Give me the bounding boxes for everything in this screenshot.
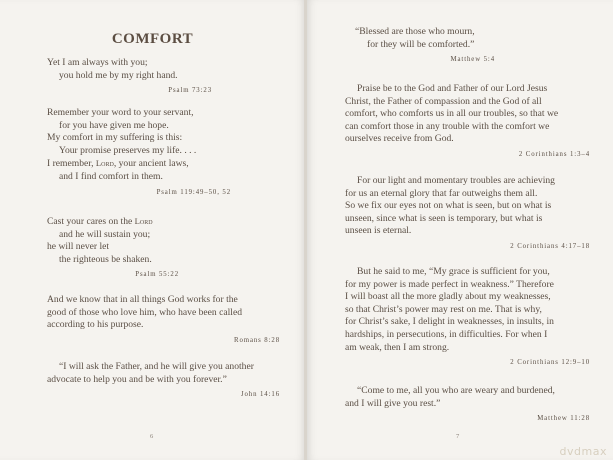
verse-line: for my power is made perfect in weakness.” Therefore [345,278,554,290]
passage-psalm-55 [47,215,179,282]
scripture-reference: 2 Corinthians 4:17–18 [510,242,590,250]
left-page [0,0,305,460]
verse-line: am weak, then I am strong. [345,341,450,353]
verse-line: Yet I am always with you; [47,57,148,68]
verse-line: for Christ’s sake, I delight in weaknesses, in insults, in [345,316,554,328]
verse-line: But he said to me, “My grace is sufficient for you, [357,266,550,277]
passage-john-14 [47,361,280,402]
scripture-reference: Psalm 55:22 [135,271,179,279]
scripture-reference: John 14:16 [240,391,280,399]
passage-psalm-119 [47,107,231,199]
verse-line: so that Christ’s power may rest on me. That is why, [345,303,542,315]
verse-line: according to his purpose. [47,319,144,331]
passage-romans-8 [47,294,280,347]
verse-line: I will boast all the more gladly about my weaknesses, [345,291,551,303]
verse-line: For our light and momentary troubles are achieving [357,175,555,186]
passage-matthew-5 [355,26,495,67]
verse-line: unseen, since what is seen is temporary, but what is [345,212,543,224]
verse-line: “I will ask the Father, and he will give you another [59,361,254,372]
lord-smallcaps: Lord [134,216,153,226]
passage-2-corinthians-1 [345,83,590,162]
right-page [307,0,613,460]
verse-line: My comfort in my suffering is this: [47,132,183,144]
verse-line: and I find comfort in them. [59,170,163,182]
verse-line: and he will sustain you; [59,228,151,240]
verse-line: and I will give you rest.” [345,397,441,409]
watermark: dvdmax [559,445,607,458]
verse-line: Praise be to the God and Father of our Lord Jesus [357,83,548,94]
verse-line: “Blessed are those who mourn, [355,26,475,37]
passage-psalm-73 [47,57,212,98]
verse-line: “Come to me, all you who are weary and burdened, [357,385,555,396]
verse-line: for they will be comforted.” [367,38,475,50]
scripture-reference: Psalm 119:49–50, 52 [156,188,231,196]
verse-line-suffix: , [113,158,119,170]
verse-line [47,215,179,229]
page-title: COMFORT [111,31,194,47]
lord-smallcaps: Lord [95,158,114,169]
verse-line: comfort, who comforts us in all our troubles, so that we [345,108,559,120]
passage-2-corinthians-12 [345,266,590,370]
verse-line: Your promise preserves my life. . . . [59,144,197,156]
verse-line: the righteous be shaken. [59,253,152,265]
verse-line-prefix: I remember, [47,158,96,170]
scripture-reference: Matthew 11:28 [537,415,590,423]
verse-line: And we know that in all things God works for the [47,294,238,305]
verse-line: he will never let [47,241,110,253]
passage-matthew-11 [345,385,590,426]
verse-line: you hold me by my right hand. [59,69,178,81]
page-number: 7 [456,433,460,440]
verse-line: advocate to help you and be with you forever.” [47,373,227,385]
verse-line: Christ, the Father of compassion and the God of all [345,95,542,107]
verse-line: for us an eternal glory that far outweighs them all. [345,187,538,199]
verse-line: Remember your word to your servant, [47,107,194,118]
passage-2-corinthians-4 [345,175,590,254]
scripture-reference: Romans 8:28 [234,336,280,344]
verse-line-prefix: Cast your cares on the [47,216,135,227]
scripture-reference: Matthew 5:4 [450,56,495,64]
verse-line: good of those who love him, who have been called [47,306,243,318]
page-number: 6 [150,433,154,440]
scripture-reference: Psalm 73:23 [168,87,212,95]
verse-line: can comfort those in any trouble with the comfort we [345,120,550,132]
verse-line: ourselves receive from God. [345,133,454,145]
verse-line: for you have given me hope. [59,119,169,131]
verse-line: unseen is eternal. [345,225,412,237]
verse-line: hardships, in persecutions, in difficulties. For when I [345,328,548,340]
verse-line [47,157,231,171]
verse-line-rest: your ancient laws, [118,158,189,170]
scripture-reference: 2 Corinthians 12:9–10 [510,359,590,367]
scripture-reference: 2 Corinthians 1:3–4 [518,150,590,158]
verse-line: So we fix our eyes not on what is seen, but on what is [345,200,552,212]
